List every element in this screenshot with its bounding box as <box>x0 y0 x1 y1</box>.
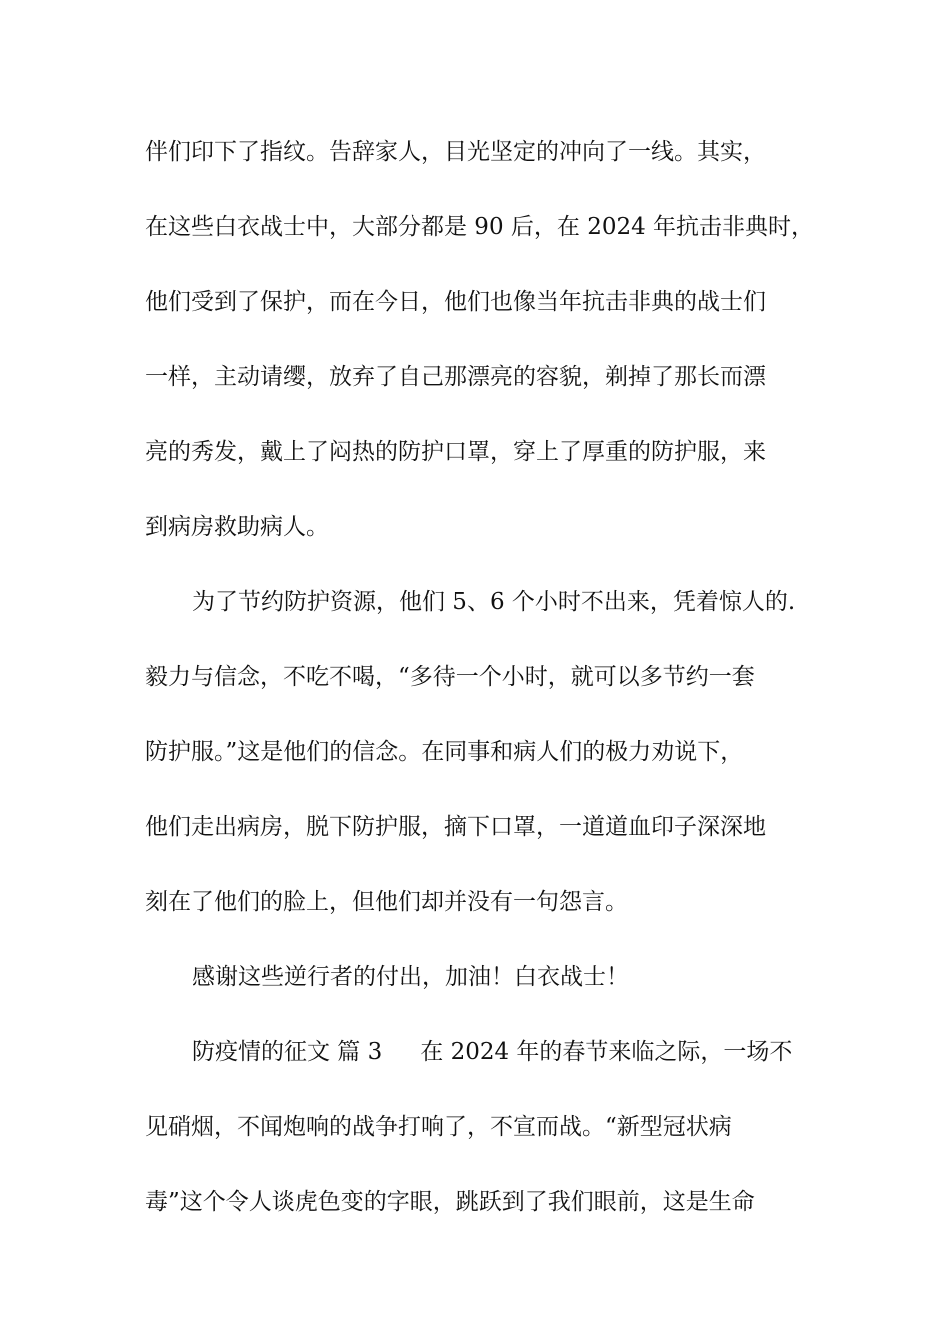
text-line: 到病房救助病人。 <box>145 514 329 540</box>
paragraph-start-line: 感谢这些逆行者的付出，加油！白衣战士！ <box>192 964 629 990</box>
text-line: 伴们印下了指纹。告辞家人，目光坚定的冲向了一线。其实， <box>145 139 766 165</box>
text-line: 刻在了他们的脸上，但他们却并没有一句怨言。 <box>145 889 628 915</box>
paragraph-start-line: 为了节约防护资源，他们 5、6 个小时不出来，凭着惊人的. <box>192 589 796 615</box>
text-line: 他们走出病房，脱下防护服，摘下口罩，一道道血印子深深地 <box>145 814 766 840</box>
section-heading-line <box>192 1037 835 1067</box>
text-line: 防护服。”这是他们的信念。在同事和病人们的极力劝说下， <box>145 739 744 765</box>
text-line: 毅力与信念，不吃不喝，“多待一个小时，就可以多节约一套 <box>145 664 755 690</box>
text-line: 亮的秀发，戴上了闷热的防护口罩，穿上了厚重的防护服，来 <box>145 439 766 465</box>
text-line: 他们受到了保护，而在今日，他们也像当年抗击非典的战士们 <box>145 289 766 315</box>
section-start-text: 在 2024 年的春节来临之际，一场不 <box>420 1039 793 1065</box>
text-line: 见硝烟，不闻炮响的战争打响了，不宣而战。“新型冠状病 <box>145 1114 732 1140</box>
text-line: 毒”这个令人谈虎色变的字眼，跳跃到了我们眼前，这是生命 <box>145 1189 755 1215</box>
text-line: 一样，主动请缨，放弃了自己那漂亮的容貌，剃掉了那长而漂 <box>145 364 766 390</box>
section-heading: 防疫情的征文 篇 3 <box>192 1039 383 1065</box>
text-line: 在这些白衣战士中，大部分都是 90 后，在 2024 年抗击非典时， <box>145 214 815 240</box>
